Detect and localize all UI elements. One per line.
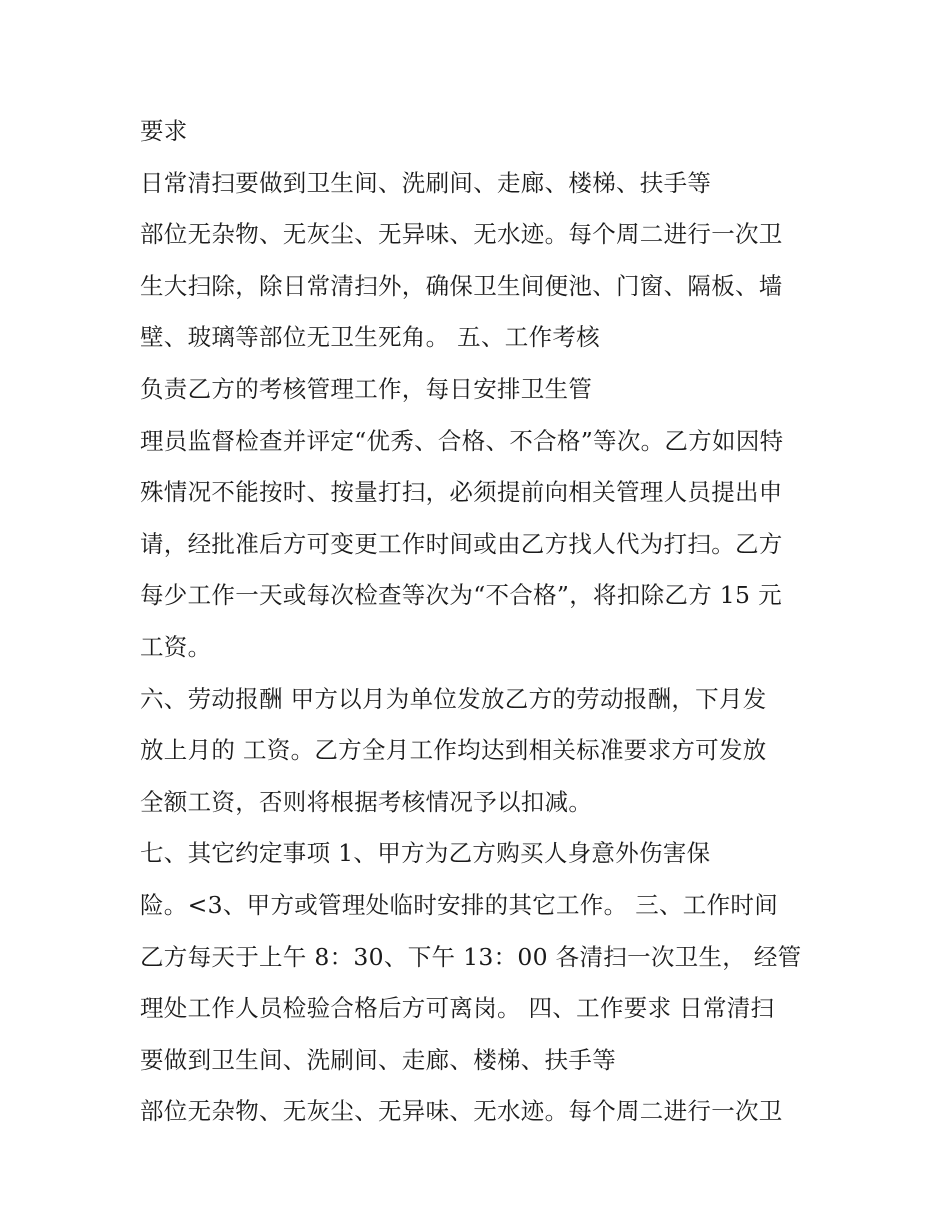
text-line: 殊情况不能按时、按量打扫，必须提前向相关管理人员提出申 bbox=[140, 478, 783, 507]
text-line: 险。<3、甲方或管理处临时安排的其它工作。 三、工作时间 bbox=[140, 890, 779, 919]
text-line: 放上月的 工资。乙方全月工作均达到相关标准要求方可发放 bbox=[140, 736, 767, 765]
text-line: 日常清扫要做到卫生间、洗刷间、走廊、楼梯、扶手等 bbox=[140, 168, 712, 197]
text-line: 请，经批准后方可变更工作时间或由乙方找人代为打扫。乙方 bbox=[140, 529, 783, 558]
text-line: 每少工作一天或每次检查等次为“不合格”，将扣除乙方 15 元 bbox=[140, 581, 782, 610]
text-line: 要做到卫生间、洗刷间、走廊、楼梯、扶手等 bbox=[140, 1045, 616, 1074]
text-line: 部位无杂物、无灰尘、无异味、无水迹。每个周二进行一次卫 bbox=[140, 220, 783, 249]
text-line: 理员监督检查并评定“优秀、合格、不合格”等次。乙方如因特 bbox=[140, 426, 784, 455]
text-line: 生大扫除，除日常清扫外，确保卫生间便池、门窗、隔板、墙 bbox=[140, 271, 783, 300]
text-line: 七、其它约定事项 1、甲方为乙方购买人身意外伤害保 bbox=[140, 839, 711, 868]
text-line: 理处工作人员检验合格后方可离岗。 四、工作要求 日常清扫 bbox=[140, 994, 775, 1023]
text-line: 要求 bbox=[140, 117, 188, 145]
text-line: 壁、玻璃等部位无卫生死角。 五、工作考核 bbox=[140, 323, 600, 352]
text-line: 六、劳动报酬 甲方以月为单位发放乙方的劳动报酬，下月发 bbox=[140, 684, 767, 713]
text-line: 部位无杂物、无灰尘、无异味、无水迹。每个周二进行一次卫 bbox=[140, 1097, 783, 1126]
body-text bbox=[140, 108, 830, 1140]
text-line: 负责乙方的考核管理工作，每日安排卫生管 bbox=[140, 374, 593, 403]
text-line: 工资。 bbox=[140, 632, 212, 661]
text-line: 乙方每天于上午 8：30、下午 13：00 各清扫一次卫生， 经管 bbox=[140, 942, 802, 971]
text-line: 全额工资，否则将根据考核情况予以扣减。 bbox=[140, 787, 593, 816]
